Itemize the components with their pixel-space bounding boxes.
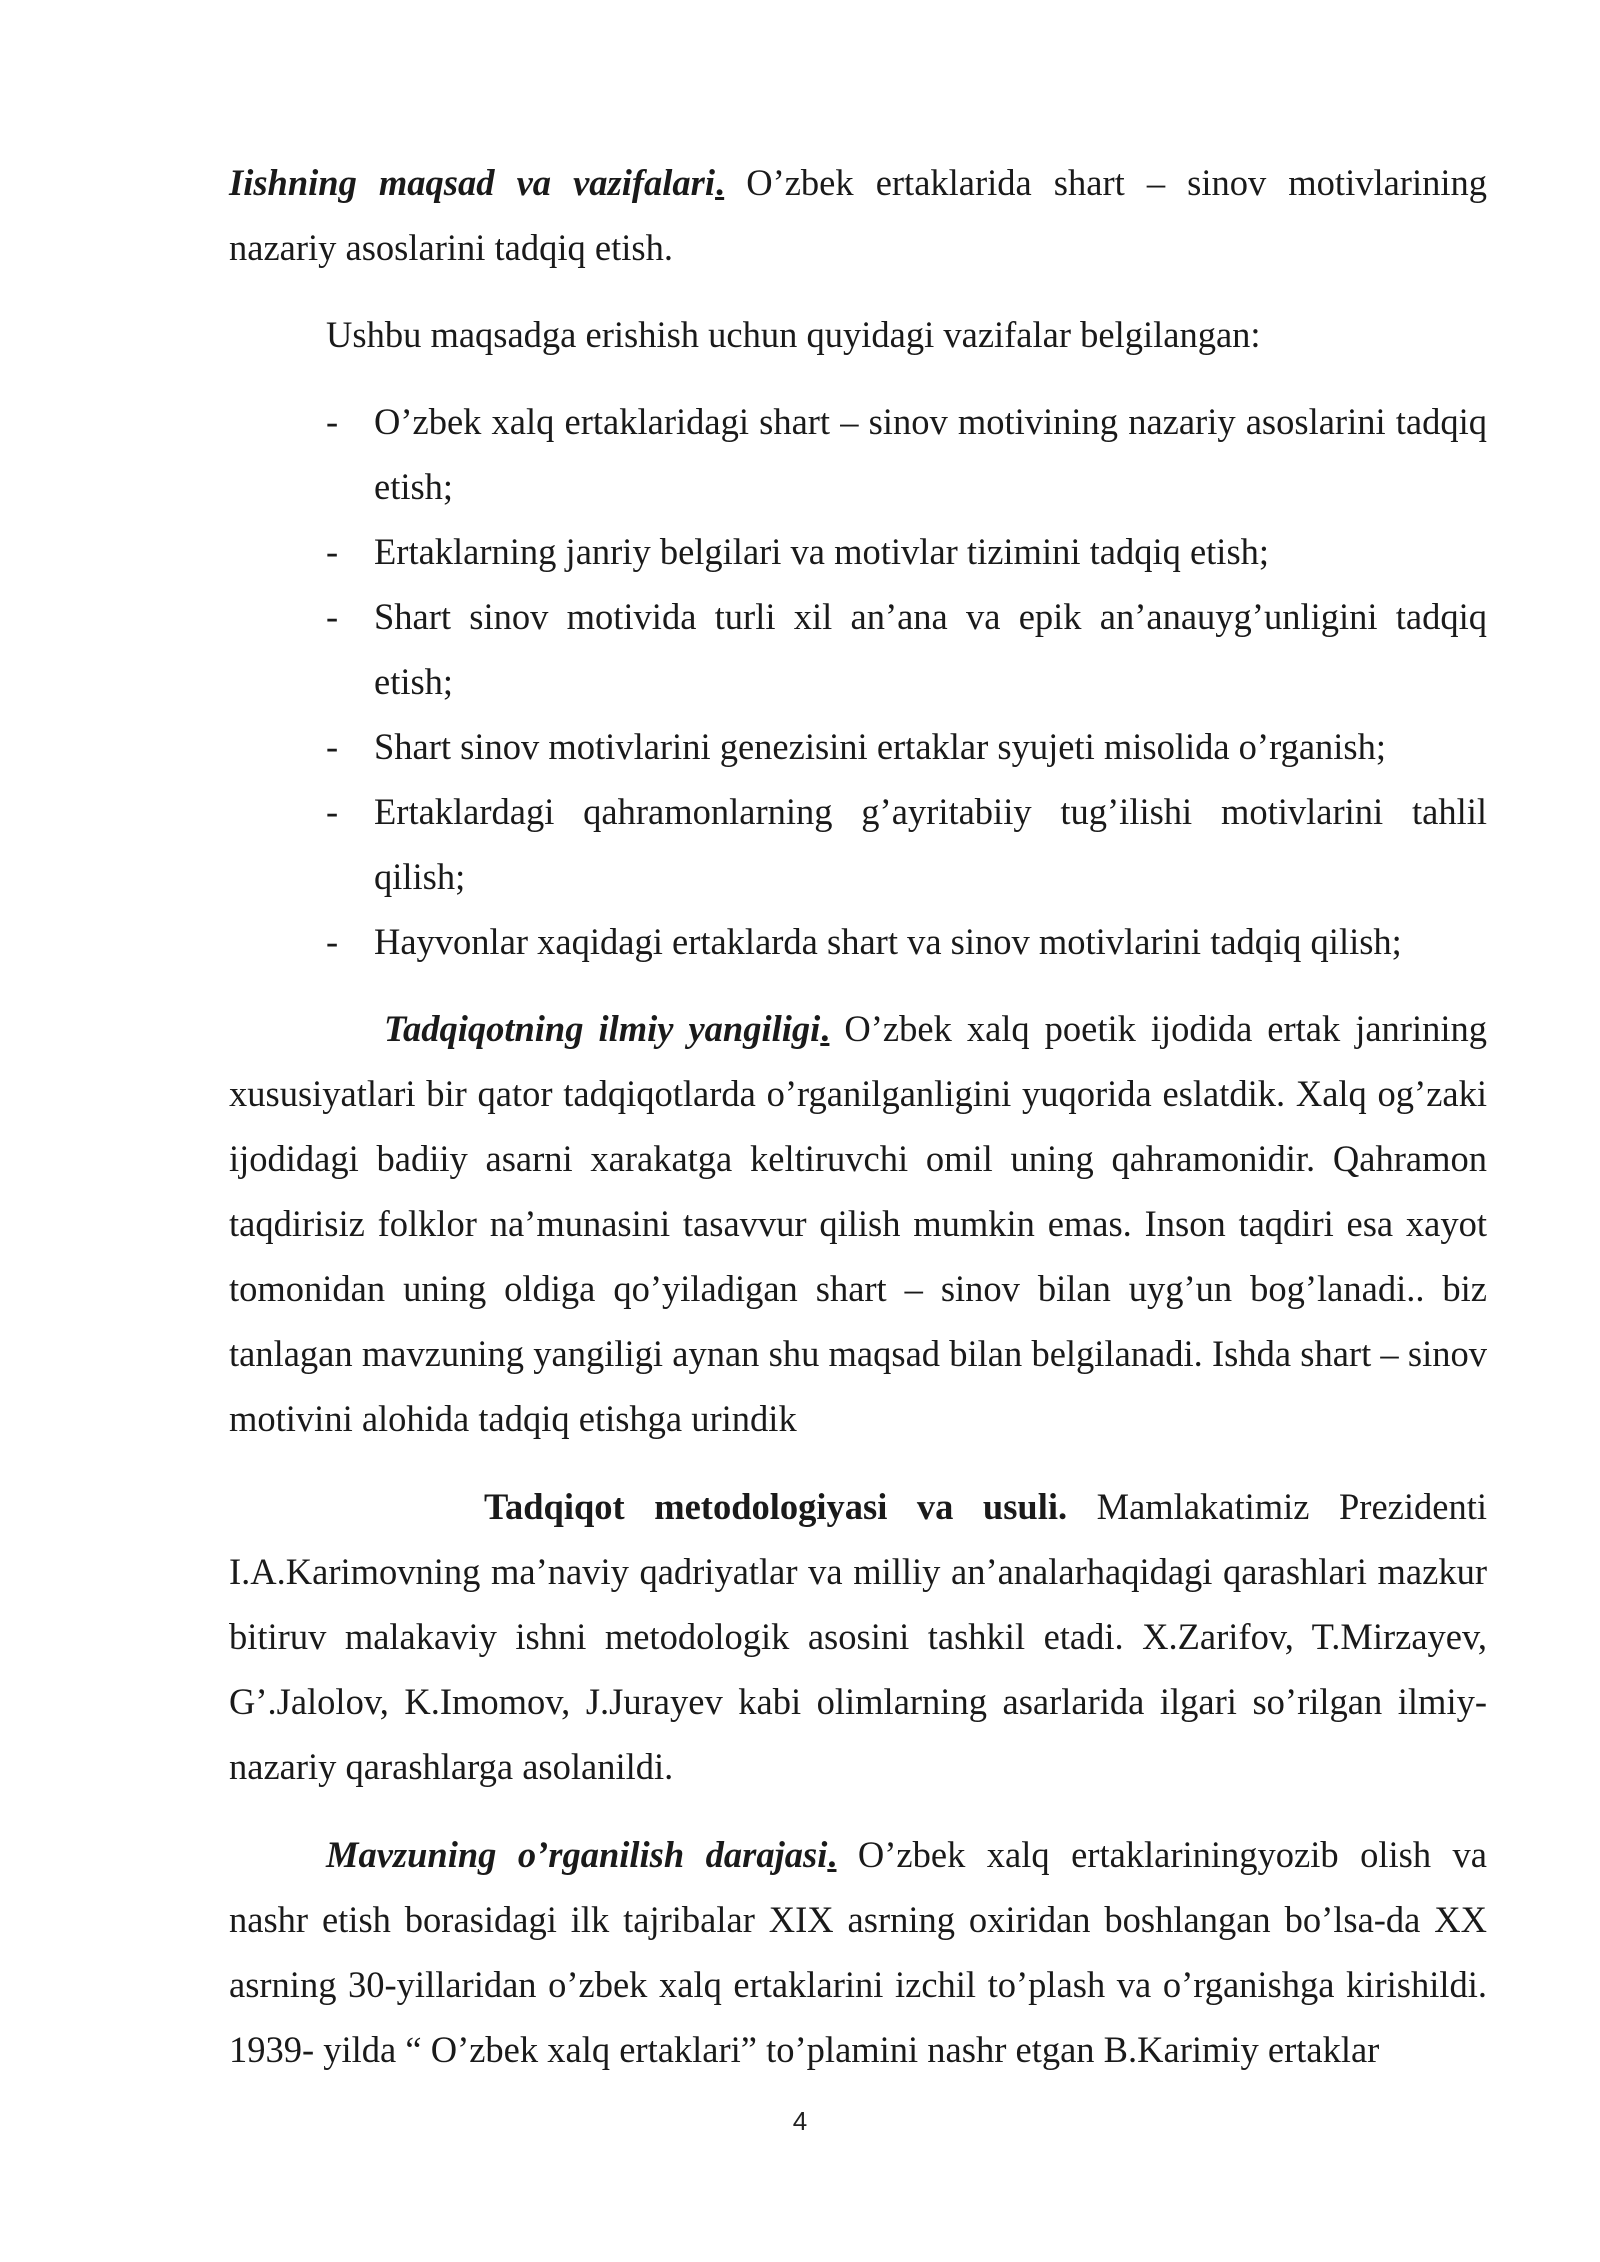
dash-bullet: - xyxy=(326,726,339,767)
task-list xyxy=(229,389,1487,974)
list-item-text: Shart sinov motivlarini genezisini ertaklar syujeti misolida o’rganish; xyxy=(374,726,1387,767)
page-number: 4 xyxy=(792,2106,808,2136)
paragraph-study-level xyxy=(229,1822,1487,2082)
list-item-text: O’zbek xalq ertaklaridagi shart – sinov motivining nazariy asoslarini tadqiq etish; xyxy=(374,401,1487,507)
paragraph-novelty-text: O’zbek xalq poetik ijodida ertak janrining xususiyatlari bir qator tadqiqotlarda o’rganilganligini yuqorida eslatdik. Xalq og’zaki ijodidagi badiiy asarni xarakatga keltiruvchi omil uning qahramonidir. Qahramon taqdirisiz folklor na’munasini tasavvur qilish mumkin emas. Inson taqdiri esa xayot tomonidan uning oldiga qo’yiladigan shart – sinov bilan uyg’un bog’lanadi.. biz tanlagan mavzuning yangiligi aynan shu maqsad bilan belgilanadi. Ishda shart – sinov motivini alohida tadqiq etishga urindik xyxy=(229,1008,1487,1439)
heading-methodology: Tadqiqot metodologiyasi va usuli. xyxy=(484,1486,1068,1527)
paragraph-methodology-text: Mamlakatimiz Prezidenti I.A.Karimovning ma’naviy qadriyatlar va milliy an’analarhaqidagi qarashlari mazkur bitiruv malakaviy ishni metodologik asosini tashkil etadi. X.Zarifov, T.Mirzayev, G’.Jalolov, K.Imomov, J.Jurayev kabi olimlarning asarlarida ilgari so’rilgan ilmiy- nazariy qarashlarga asolanildi. xyxy=(229,1486,1487,1787)
list-item xyxy=(229,519,1487,584)
paragraph-intro: Ushbu maqsadga erishish uchun quyidagi vazifalar belgilangan: xyxy=(326,314,1261,355)
paragraph-goals-text: O’zbek ertaklarida shart – sinov motivlarining nazariy asoslarini tadqiq etish. xyxy=(229,162,1487,268)
dash-bullet: - xyxy=(326,921,339,962)
heading-study-level-dot: . xyxy=(827,1834,837,1875)
list-item xyxy=(229,779,1487,909)
heading-goals: Iishning maqsad va vazifalari xyxy=(229,162,716,203)
list-item xyxy=(229,584,1487,714)
heading-goals-dot: . xyxy=(715,162,725,203)
list-item xyxy=(229,389,1487,519)
list-item xyxy=(229,909,1487,974)
dash-bullet: - xyxy=(326,531,339,572)
list-item xyxy=(229,714,1487,779)
dash-bullet: - xyxy=(326,596,339,637)
paragraph-novelty xyxy=(229,996,1487,1451)
list-item-text: Ertaklardagi qahramonlarning g’ayritabiiy tug’ilishi motivlarini tahlil qilish; xyxy=(374,791,1487,897)
heading-study-level: Mavzuning o’rganilish darajasi xyxy=(326,1834,828,1875)
dash-bullet: - xyxy=(326,401,339,442)
heading-novelty-dot: . xyxy=(820,1008,830,1049)
heading-novelty: Tadqiqotning ilmiy yangiligi xyxy=(384,1008,821,1049)
document-page xyxy=(229,150,1487,2082)
paragraph-goals xyxy=(229,150,1487,280)
dash-bullet: - xyxy=(326,791,339,832)
list-item-text: Shart sinov motivida turli xil an’ana va epik an’anauyg’unligini tadqiq etish; xyxy=(374,596,1487,702)
paragraph-study-level-text: O’zbek xalq ertaklariningyozib olish va nashr etish borasidagi ilk tajribalar XIX asrning oxiridan boshlangan bo’lsa-da XX asrning 30-yillaridan o’zbek xalq ertaklarini izchil to’plash va o’rganishga kirishildi. 1939- yilda “ O’zbek xalq ertaklari” to’plamini nashr etgan B.Karimiy ertaklar xyxy=(229,1834,1487,2070)
paragraph-methodology xyxy=(229,1474,1487,1799)
list-item-text: Hayvonlar xaqidagi ertaklarda shart va sinov motivlarini tadqiq qilish; xyxy=(374,921,1402,962)
list-item-text: Ertaklarning janriy belgilari va motivlar tizimini tadqiq etish; xyxy=(374,531,1270,572)
